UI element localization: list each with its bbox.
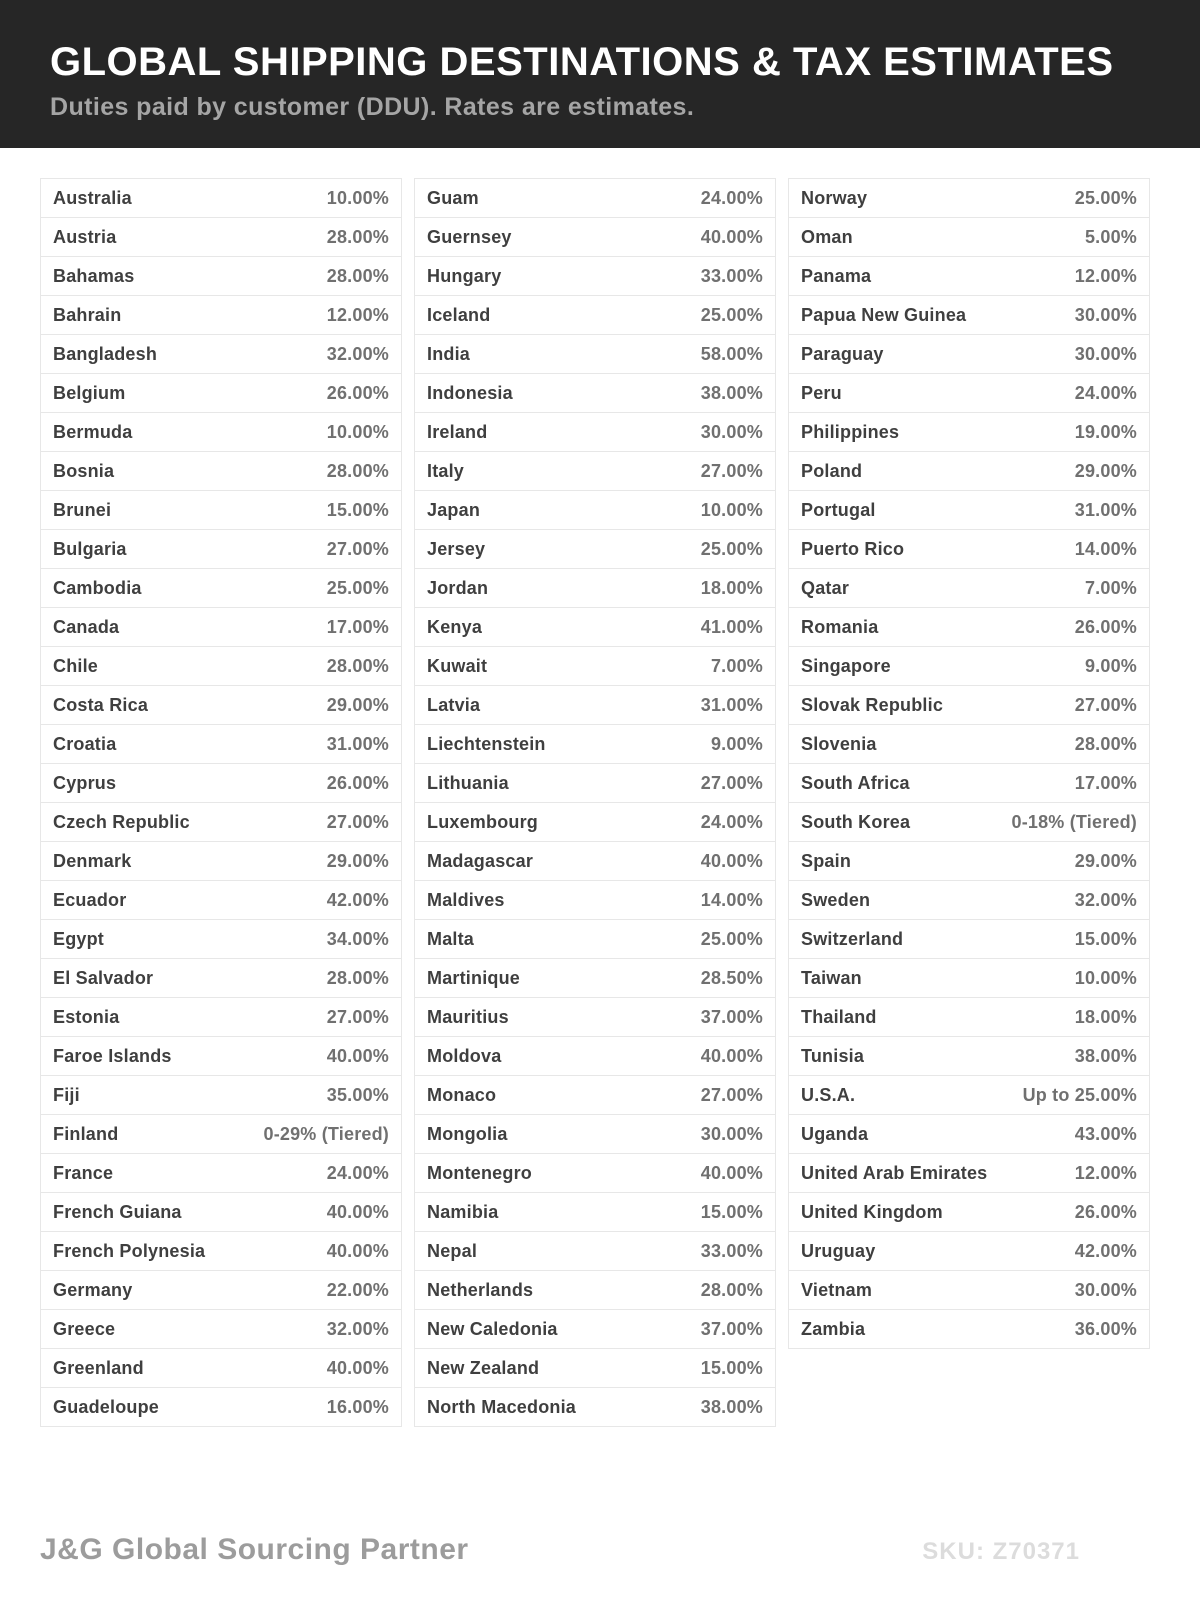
country-name: India [427, 343, 471, 364]
country-name: Chile [53, 655, 99, 676]
rates-table [40, 178, 1150, 1427]
table-row [40, 373, 402, 413]
table-row [414, 997, 776, 1037]
tax-rate: 29.00% [1074, 460, 1137, 481]
country-name: Monaco [427, 1084, 497, 1105]
tax-rate: 42.00% [326, 889, 389, 910]
table-row [414, 841, 776, 881]
tax-rate: 17.00% [326, 616, 389, 637]
table-row [40, 958, 402, 998]
tax-rate: 25.00% [326, 577, 389, 598]
tax-rate: 40.00% [700, 850, 763, 871]
tax-rate: 29.00% [326, 694, 389, 715]
table-row [414, 880, 776, 920]
brand-name: J&G Global Sourcing Partner [40, 1533, 469, 1566]
country-name: Cyprus [53, 772, 117, 793]
country-name: Belgium [53, 382, 126, 403]
table-row [788, 1270, 1150, 1310]
tax-rate: 24.00% [326, 1162, 389, 1183]
tax-rate: 12.00% [1074, 265, 1137, 286]
table-row [414, 646, 776, 686]
table-row [414, 1348, 776, 1388]
rates-column-2 [414, 178, 776, 1427]
table-row [40, 490, 402, 530]
country-name: Faroe Islands [53, 1045, 172, 1066]
tax-rate: 40.00% [326, 1357, 389, 1378]
table-row [40, 802, 402, 842]
country-name: El Salvador [53, 967, 154, 988]
country-name: Greece [53, 1318, 116, 1339]
tax-rate: 40.00% [326, 1240, 389, 1261]
country-name: Denmark [53, 850, 132, 871]
tax-rate: 29.00% [1074, 850, 1137, 871]
country-name: South Africa [801, 772, 910, 793]
country-name: Puerto Rico [801, 538, 905, 559]
table-row [788, 412, 1150, 452]
country-name: Japan [427, 499, 481, 520]
tax-rate: 40.00% [700, 226, 763, 247]
tax-rate: 28.00% [326, 655, 389, 676]
country-name: Italy [427, 460, 465, 481]
tax-rate: 31.00% [1074, 499, 1137, 520]
table-row [40, 1192, 402, 1232]
country-name: Bahamas [53, 265, 135, 286]
tax-rate: 10.00% [700, 499, 763, 520]
table-row [788, 997, 1150, 1037]
table-row [788, 802, 1150, 842]
table-row [414, 1036, 776, 1076]
country-name: Jersey [427, 538, 486, 559]
tax-rate: 28.00% [326, 967, 389, 988]
sku-label: SKU: Z70371 [922, 1538, 1080, 1565]
tax-rate: 15.00% [1074, 928, 1137, 949]
country-name: Tunisia [801, 1045, 865, 1066]
tax-rate: 7.00% [1084, 577, 1137, 598]
country-name: Portugal [801, 499, 876, 520]
country-name: Iceland [427, 304, 491, 325]
table-row [414, 295, 776, 335]
tax-rate: 15.00% [700, 1357, 763, 1378]
tax-rate: 36.00% [1074, 1318, 1137, 1339]
tax-rate: 33.00% [700, 1240, 763, 1261]
table-row [40, 724, 402, 764]
tax-rate: 30.00% [1074, 1279, 1137, 1300]
country-name: France [53, 1162, 114, 1183]
table-row [788, 373, 1150, 413]
tax-rate: 25.00% [700, 304, 763, 325]
tax-rate: 27.00% [326, 538, 389, 559]
country-name: Lithuania [427, 772, 509, 793]
country-name: Zambia [801, 1318, 866, 1339]
country-name: Madagascar [427, 850, 534, 871]
tax-rate: 26.00% [326, 382, 389, 403]
tax-rate: 26.00% [1074, 616, 1137, 637]
country-name: Australia [53, 187, 132, 208]
table-row [40, 256, 402, 296]
country-name: Papua New Guinea [801, 304, 967, 325]
table-row [40, 1153, 402, 1193]
country-name: Philippines [801, 421, 900, 442]
country-name: Paraguay [801, 343, 884, 364]
country-name: Netherlands [427, 1279, 534, 1300]
tax-rate: 37.00% [700, 1318, 763, 1339]
tax-rate: 35.00% [326, 1084, 389, 1105]
country-name: Romania [801, 616, 879, 637]
table-row [788, 1192, 1150, 1232]
tax-rate: 33.00% [700, 265, 763, 286]
table-row [788, 295, 1150, 335]
table-row [414, 724, 776, 764]
country-name: Kuwait [427, 655, 488, 676]
tax-rate: 29.00% [326, 850, 389, 871]
country-name: Brunei [53, 499, 112, 520]
table-row [414, 568, 776, 608]
country-name: Ireland [427, 421, 488, 442]
tax-rate: 34.00% [326, 928, 389, 949]
tax-rate: 25.00% [700, 538, 763, 559]
country-name: Guadeloupe [53, 1396, 160, 1417]
country-name: North Macedonia [427, 1396, 577, 1417]
country-name: Malta [427, 928, 475, 949]
table-row [40, 568, 402, 608]
tax-rate: 18.00% [700, 577, 763, 598]
table-row [414, 1114, 776, 1154]
table-row [788, 958, 1150, 998]
country-name: New Caledonia [427, 1318, 558, 1339]
table-row [788, 1309, 1150, 1349]
country-name: Slovak Republic [801, 694, 944, 715]
tax-rate: 30.00% [1074, 304, 1137, 325]
country-name: Martinique [427, 967, 521, 988]
country-name: Egypt [53, 928, 105, 949]
table-row [414, 178, 776, 218]
country-name: United Arab Emirates [801, 1162, 988, 1183]
country-name: Canada [53, 616, 120, 637]
table-row [40, 178, 402, 218]
table-row [40, 919, 402, 959]
tax-rate: 16.00% [326, 1396, 389, 1417]
tax-rate: 0-18% (Tiered) [1011, 811, 1137, 832]
table-row [414, 334, 776, 374]
country-name: Peru [801, 382, 842, 403]
table-row [414, 958, 776, 998]
tax-rate: 24.00% [1074, 382, 1137, 403]
page-title: GLOBAL SHIPPING DESTINATIONS & TAX ESTIMATES [50, 40, 1114, 84]
table-row [414, 1153, 776, 1193]
table-row [40, 1348, 402, 1388]
country-name: South Korea [801, 811, 911, 832]
country-name: Croatia [53, 733, 117, 754]
table-row [788, 1075, 1150, 1115]
tax-rate: 14.00% [700, 889, 763, 910]
table-row [414, 607, 776, 647]
tax-rate: 12.00% [1074, 1162, 1137, 1183]
tax-rate: 15.00% [700, 1201, 763, 1222]
rates-column-3 [788, 178, 1150, 1349]
table-row [40, 646, 402, 686]
table-row [788, 841, 1150, 881]
table-row [40, 334, 402, 374]
tax-rate: 28.00% [1074, 733, 1137, 754]
tax-rate: 28.00% [326, 265, 389, 286]
country-name: Estonia [53, 1006, 120, 1027]
tax-rate: 26.00% [326, 772, 389, 793]
country-name: Switzerland [801, 928, 904, 949]
tax-rate: 40.00% [326, 1045, 389, 1066]
table-row [788, 490, 1150, 530]
table-row [40, 295, 402, 335]
tax-rate: 30.00% [1074, 343, 1137, 364]
country-name: Luxembourg [427, 811, 539, 832]
page-subtitle: Duties paid by customer (DDU). Rates are estimates. [50, 93, 695, 121]
table-row [40, 880, 402, 920]
tax-rate: 7.00% [710, 655, 763, 676]
table-row [40, 1036, 402, 1076]
tax-rate: 40.00% [326, 1201, 389, 1222]
tax-rate: 27.00% [1074, 694, 1137, 715]
table-row [40, 607, 402, 647]
tax-rate: 37.00% [700, 1006, 763, 1027]
tax-rate: 27.00% [700, 772, 763, 793]
country-name: Guam [427, 187, 479, 208]
table-row [414, 217, 776, 257]
table-row [40, 217, 402, 257]
country-name: Hungary [427, 265, 502, 286]
table-row [414, 1270, 776, 1310]
country-name: Thailand [801, 1006, 877, 1027]
tax-rate: 28.00% [326, 460, 389, 481]
country-name: Austria [53, 226, 117, 247]
country-name: Panama [801, 265, 872, 286]
table-row [414, 1075, 776, 1115]
table-row [788, 334, 1150, 374]
tax-rate: 12.00% [326, 304, 389, 325]
country-name: Vietnam [801, 1279, 873, 1300]
country-name: New Zealand [427, 1357, 540, 1378]
country-name: Jordan [427, 577, 489, 598]
table-row [788, 763, 1150, 803]
country-name: Greenland [53, 1357, 144, 1378]
table-row [788, 178, 1150, 218]
country-name: Guernsey [427, 226, 512, 247]
table-row [414, 412, 776, 452]
country-name: Indonesia [427, 382, 513, 403]
table-row [788, 217, 1150, 257]
table-row [788, 529, 1150, 569]
table-row [788, 256, 1150, 296]
table-row [414, 685, 776, 725]
table-row [40, 1231, 402, 1271]
table-row [414, 1309, 776, 1349]
country-name: Czech Republic [53, 811, 190, 832]
tax-rate: 40.00% [700, 1162, 763, 1183]
table-row [40, 451, 402, 491]
country-name: Namibia [427, 1201, 499, 1222]
table-row [414, 1387, 776, 1427]
country-name: Singapore [801, 655, 891, 676]
tax-rate: 17.00% [1074, 772, 1137, 793]
country-name: U.S.A. [801, 1084, 856, 1105]
country-name: Kenya [427, 616, 483, 637]
table-row [788, 607, 1150, 647]
country-name: Bosnia [53, 460, 115, 481]
tax-rate: 38.00% [700, 1396, 763, 1417]
tax-rate: 32.00% [326, 343, 389, 364]
country-name: Poland [801, 460, 863, 481]
tax-rate: Up to 25.00% [1022, 1084, 1137, 1105]
country-name: Bahrain [53, 304, 122, 325]
table-row [40, 1114, 402, 1154]
tax-rate: 42.00% [1074, 1240, 1137, 1261]
table-row [40, 529, 402, 569]
tax-rate: 32.00% [326, 1318, 389, 1339]
country-name: Cambodia [53, 577, 142, 598]
rates-column-1 [40, 178, 402, 1427]
country-name: Uruguay [801, 1240, 876, 1261]
table-row [788, 451, 1150, 491]
tax-rate: 38.00% [1074, 1045, 1137, 1066]
country-name: Mauritius [427, 1006, 509, 1027]
tax-rate: 10.00% [326, 421, 389, 442]
table-row [40, 997, 402, 1037]
country-name: Bulgaria [53, 538, 127, 559]
country-name: Ecuador [53, 889, 127, 910]
table-row [40, 685, 402, 725]
tax-rate: 28.50% [700, 967, 763, 988]
country-name: Finland [53, 1123, 119, 1144]
tax-rate: 27.00% [326, 1006, 389, 1027]
tax-rate: 9.00% [710, 733, 763, 754]
table-row [414, 451, 776, 491]
tax-rate: 10.00% [326, 187, 389, 208]
country-name: Bermuda [53, 421, 133, 442]
footer [40, 1533, 1080, 1567]
tax-rate: 25.00% [1074, 187, 1137, 208]
country-name: French Polynesia [53, 1240, 206, 1261]
header [0, 0, 1200, 148]
tax-rate: 24.00% [700, 811, 763, 832]
table-row [40, 1387, 402, 1427]
table-row [788, 1036, 1150, 1076]
tax-rate: 31.00% [700, 694, 763, 715]
tax-rate: 41.00% [700, 616, 763, 637]
table-row [414, 1231, 776, 1271]
tax-rate: 40.00% [700, 1045, 763, 1066]
tax-rate: 9.00% [1084, 655, 1137, 676]
tax-rate: 27.00% [700, 1084, 763, 1105]
table-row [414, 763, 776, 803]
tax-rate: 25.00% [700, 928, 763, 949]
table-row [40, 763, 402, 803]
table-row [788, 880, 1150, 920]
tax-rate: 27.00% [700, 460, 763, 481]
tax-rate: 58.00% [700, 343, 763, 364]
country-name: Spain [801, 850, 852, 871]
country-name: Germany [53, 1279, 133, 1300]
table-row [788, 724, 1150, 764]
country-name: French Guiana [53, 1201, 182, 1222]
table-row [414, 490, 776, 530]
table-row [40, 1270, 402, 1310]
country-name: Sweden [801, 889, 871, 910]
tax-rate: 38.00% [700, 382, 763, 403]
tax-rate: 30.00% [700, 421, 763, 442]
table-row [788, 919, 1150, 959]
tax-rate: 28.00% [700, 1279, 763, 1300]
country-name: Norway [801, 187, 868, 208]
tax-rate: 24.00% [700, 187, 763, 208]
tax-rate: 27.00% [326, 811, 389, 832]
table-row [40, 1075, 402, 1115]
tax-rate: 26.00% [1074, 1201, 1137, 1222]
country-name: Moldova [427, 1045, 502, 1066]
tax-rate: 43.00% [1074, 1123, 1137, 1144]
country-name: Maldives [427, 889, 505, 910]
tax-rate: 28.00% [326, 226, 389, 247]
table-row [40, 1309, 402, 1349]
country-name: Nepal [427, 1240, 478, 1261]
tax-rate: 32.00% [1074, 889, 1137, 910]
table-row [788, 1153, 1150, 1193]
country-name: Qatar [801, 577, 850, 598]
table-row [414, 1192, 776, 1232]
table-row [414, 802, 776, 842]
country-name: Oman [801, 226, 853, 247]
country-name: Taiwan [801, 967, 862, 988]
tax-rate: 0-29% (Tiered) [263, 1123, 389, 1144]
country-name: United Kingdom [801, 1201, 943, 1222]
table-row [414, 919, 776, 959]
tax-rate: 15.00% [326, 499, 389, 520]
tax-rate: 5.00% [1084, 226, 1137, 247]
tax-rate: 10.00% [1074, 967, 1137, 988]
country-name: Slovenia [801, 733, 877, 754]
tax-rate: 19.00% [1074, 421, 1137, 442]
country-name: Montenegro [427, 1162, 532, 1183]
table-row [788, 1114, 1150, 1154]
tax-rate: 22.00% [326, 1279, 389, 1300]
country-name: Liechtenstein [427, 733, 546, 754]
country-name: Fiji [53, 1084, 80, 1105]
table-row [40, 841, 402, 881]
table-row [414, 529, 776, 569]
country-name: Mongolia [427, 1123, 508, 1144]
tax-rate: 30.00% [700, 1123, 763, 1144]
table-row [788, 568, 1150, 608]
tax-rate: 14.00% [1074, 538, 1137, 559]
table-row [414, 373, 776, 413]
table-row [788, 685, 1150, 725]
tax-rate: 18.00% [1074, 1006, 1137, 1027]
tax-rate: 31.00% [326, 733, 389, 754]
table-row [788, 646, 1150, 686]
country-name: Latvia [427, 694, 481, 715]
country-name: Costa Rica [53, 694, 149, 715]
table-row [788, 1231, 1150, 1271]
country-name: Bangladesh [53, 343, 158, 364]
country-name: Uganda [801, 1123, 869, 1144]
table-row [40, 412, 402, 452]
table-row [414, 256, 776, 296]
